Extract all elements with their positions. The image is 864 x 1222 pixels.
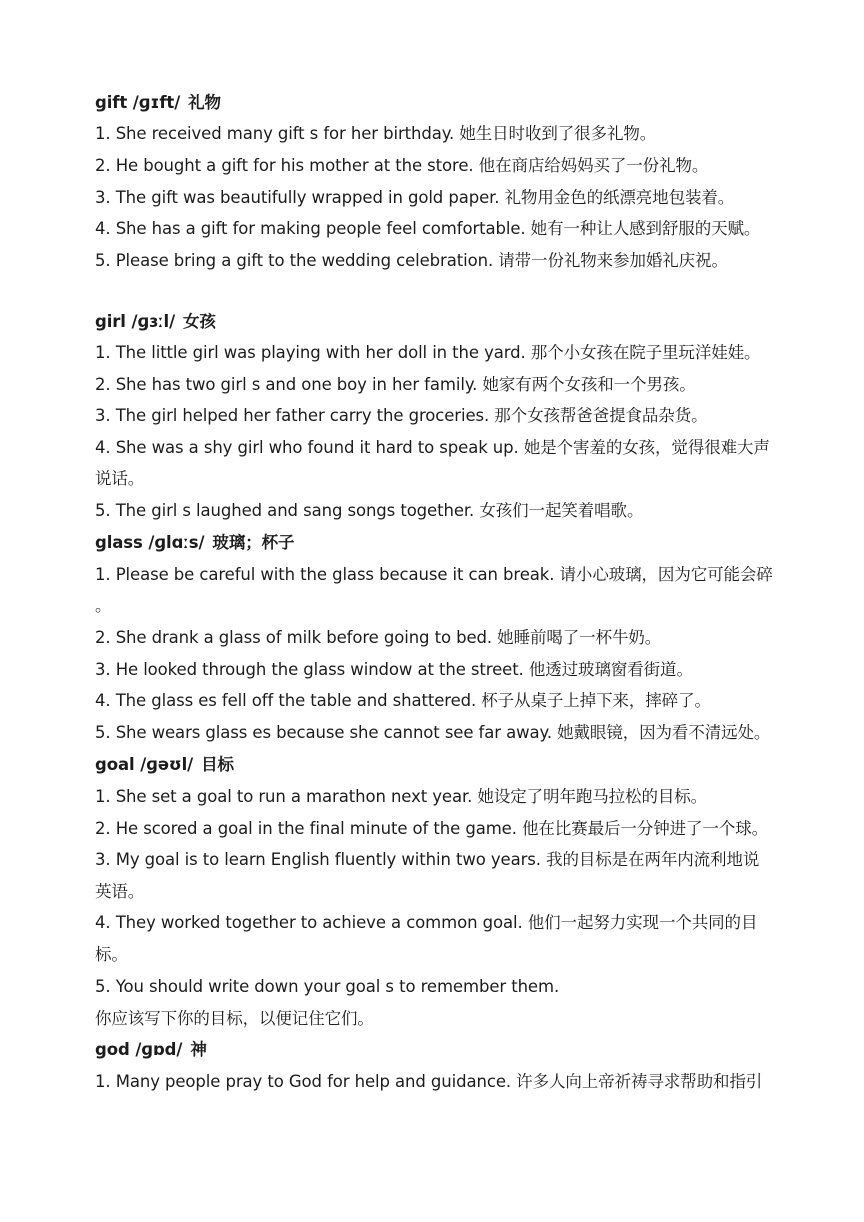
example-sentence: 2. He scored a goal in the final minute of the game. 他在比赛最后一分钟进了一个球。 <box>95 819 769 838</box>
headword-line <box>95 92 804 114</box>
phonetic: /ɡlɑːs/ <box>148 533 205 552</box>
example-sentence: 2. He bought a gift for his mother at the store. 他在商店给妈妈买了一份礼物。 <box>95 156 709 175</box>
example-sentence: 3. The gift was beautifully wrapped in gold paper. 礼物用金色的纸漂亮地包装着。 <box>95 188 735 207</box>
example-sentence: 4. The glass es fell off the table and shattered. 杯子从桌子上掉下来，摔碎了。 <box>95 691 711 710</box>
example-sentence: 。 <box>95 596 112 615</box>
example-sentence: 4. They worked together to achieve a common goal. 他们一起努力实现一个共同的目 <box>95 913 758 932</box>
example-sentence: 5. You should write down your goal s to remember them. <box>95 977 560 996</box>
example-sentence: 5. The girl s laughed and sang songs together. 女孩们一起笑着唱歌。 <box>95 501 644 520</box>
example-sentence: 2. She has two girl s and one boy in her family. 她家有两个女孩和一个男孩。 <box>95 375 696 394</box>
example-sentence: 1. Please be careful with the glass because it can break. 请小心玻璃，因为它可能会碎 <box>95 565 773 584</box>
example-sentence: 2. She drank a glass of milk before going to bed. 她睡前喝了一杯牛奶。 <box>95 628 662 647</box>
chinese-meaning: 玻璃；杯子 <box>212 533 295 552</box>
headword-line <box>95 311 804 333</box>
chinese-meaning: 礼物 <box>188 93 221 112</box>
chinese-meaning: 女孩 <box>183 312 216 331</box>
headword: gift <box>95 93 128 112</box>
chinese-meaning: 目标 <box>201 755 234 774</box>
headword-line <box>95 532 804 554</box>
example-sentence: 说话。 <box>95 469 145 488</box>
chinese-meaning: 神 <box>190 1040 207 1059</box>
phonetic: /ɡɒd/ <box>135 1040 183 1059</box>
phonetic: /ɡɪft/ <box>132 93 181 112</box>
example-sentence: 3. My goal is to learn English fluently within two years. 我的目标是在两年内流利地说 <box>95 850 760 869</box>
headword: god <box>95 1040 130 1059</box>
example-sentence: 5. Please bring a gift to the wedding celebration. 请带一份礼物来参加婚礼庆祝。 <box>95 251 728 270</box>
example-sentence: 你应该写下你的目标，以便记住它们。 <box>95 1009 374 1028</box>
example-sentence: 标。 <box>95 945 128 964</box>
example-sentence: 3. The girl helped her father carry the groceries. 那个女孩帮爸爸提食品杂货。 <box>95 406 708 425</box>
headword-line <box>95 1039 804 1061</box>
example-sentence: 3. He looked through the glass window at the street. 他透过玻璃窗看街道。 <box>95 660 693 679</box>
headword: girl <box>95 312 126 331</box>
example-sentence: 1. She set a goal to run a marathon next year. 她设定了明年跑马拉松的目标。 <box>95 787 708 806</box>
headword: glass <box>95 533 143 552</box>
phonetic: /ɡəʊl/ <box>140 755 194 774</box>
example-sentence: 1. She received many gift s for her birthday. 她生日时收到了很多礼物。 <box>95 124 657 143</box>
example-sentence: 4. She was a shy girl who found it hard to speak up. 她是个害羞的女孩，觉得很难大声 <box>95 438 770 457</box>
example-sentence: 1. Many people pray to God for help and guidance. 许多人向上帝祈祷寻求帮助和指引 <box>95 1072 763 1091</box>
headword-line <box>95 754 804 776</box>
phonetic: /ɡɜːl/ <box>131 312 176 331</box>
example-sentence: 1. The little girl was playing with her doll in the yard. 那个小女孩在院子里玩洋娃娃。 <box>95 343 761 362</box>
headword: goal <box>95 755 135 774</box>
example-sentence: 5. She wears glass es because she cannot see far away. 她戴眼镜，因为看不清远处。 <box>95 723 771 742</box>
example-sentence: 英语。 <box>95 882 145 901</box>
example-sentence: 4. She has a gift for making people feel comfortable. 她有一种让人感到舒服的天赋。 <box>95 219 761 238</box>
